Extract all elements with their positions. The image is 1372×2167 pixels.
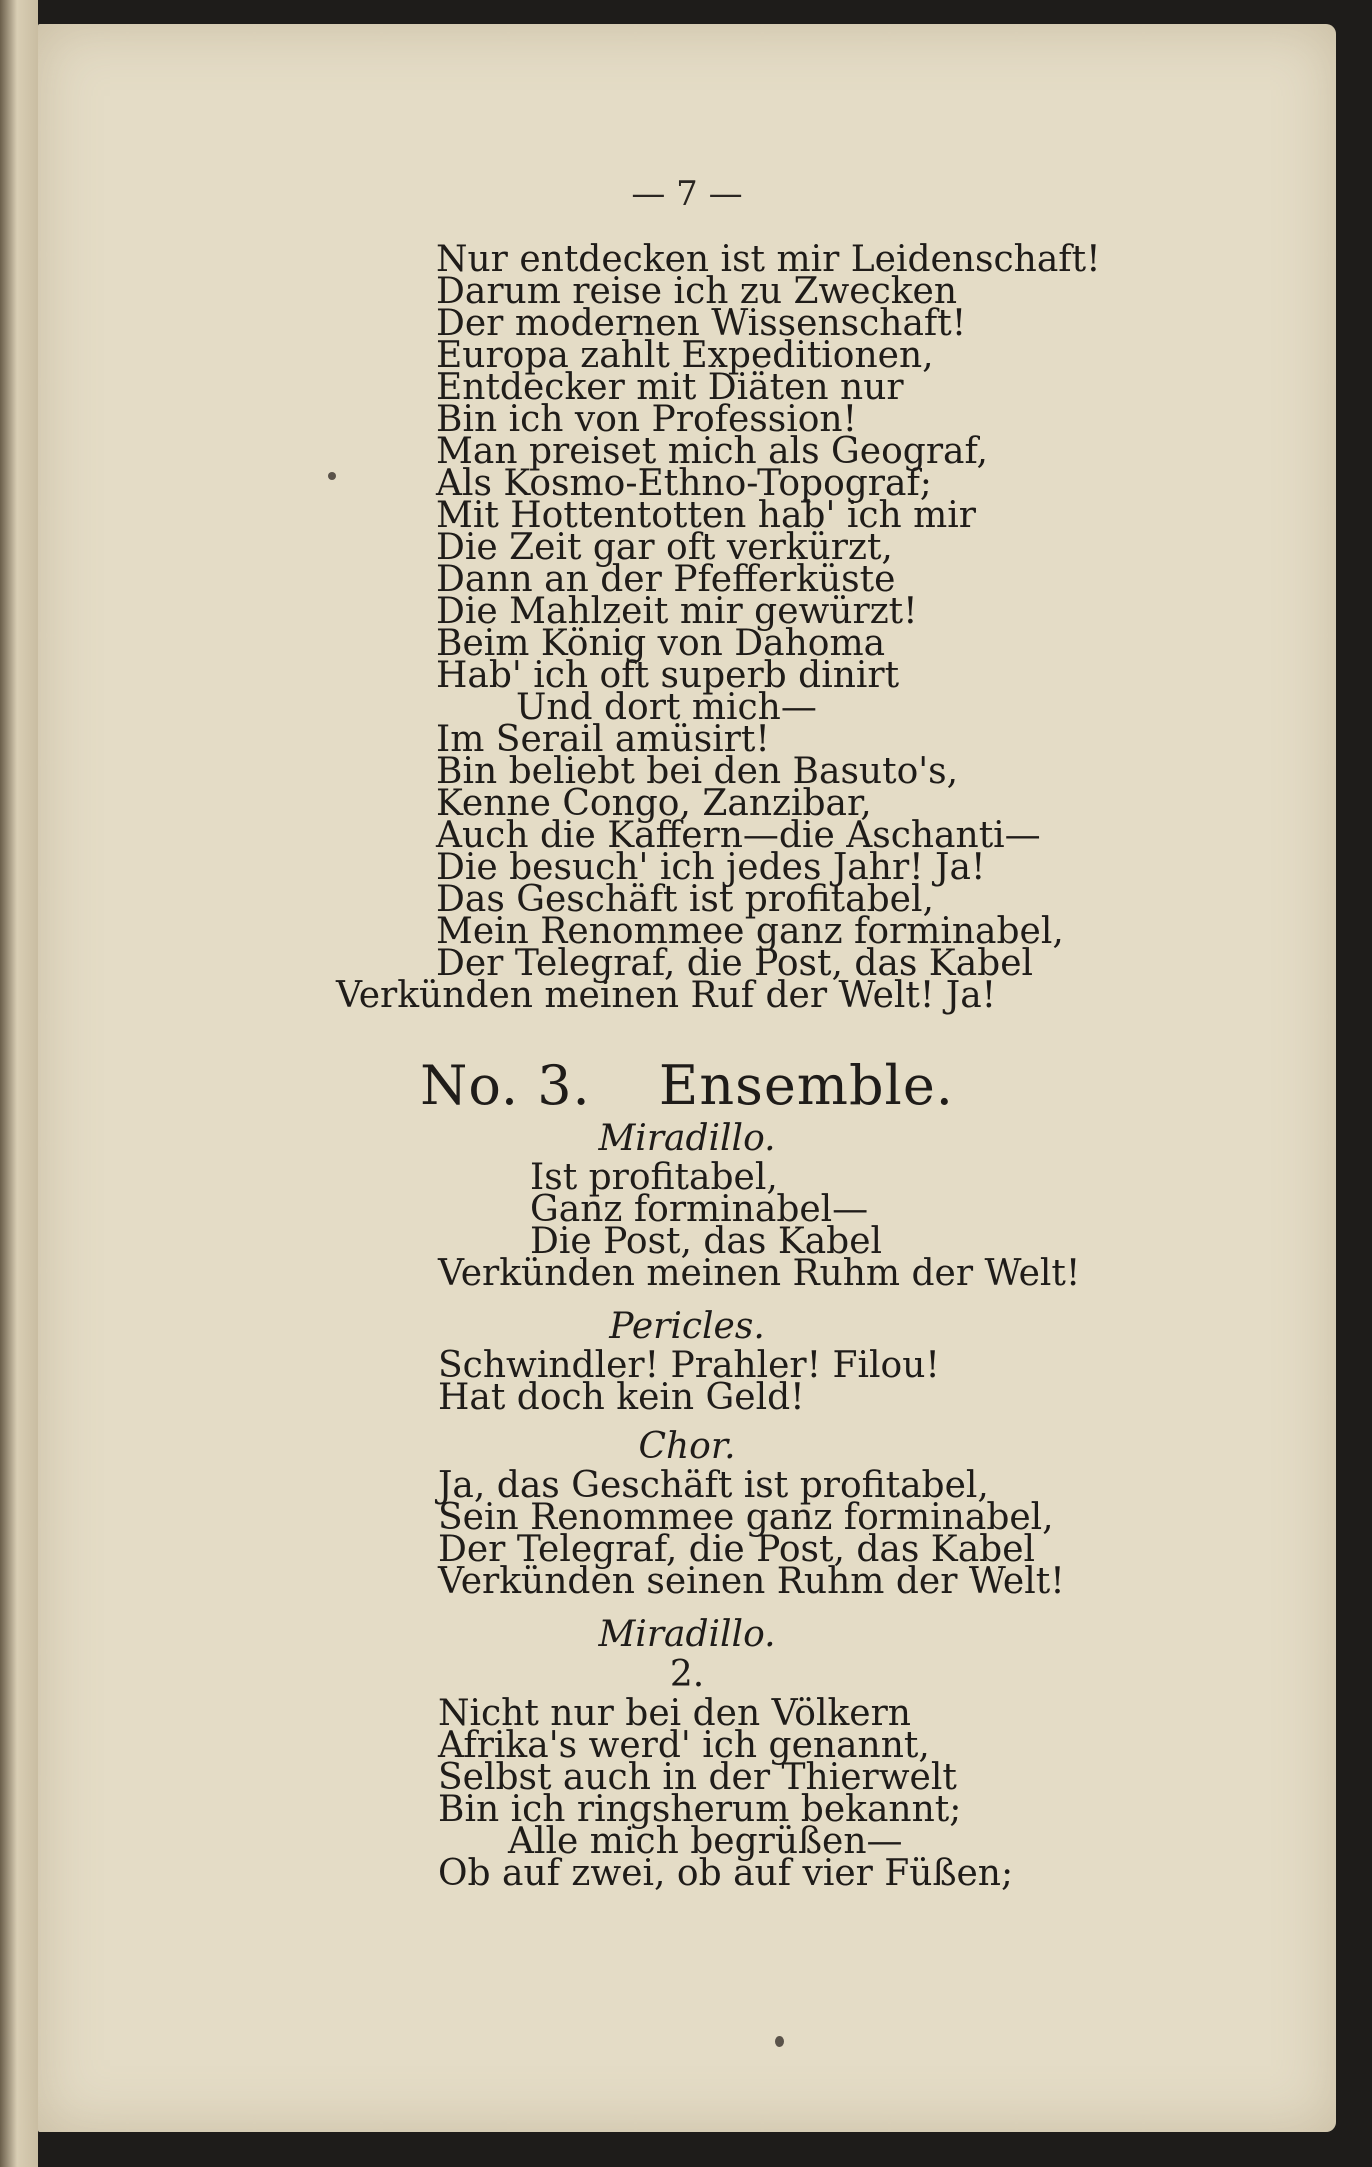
book-page: [38, 24, 1336, 2132]
verse-line: Der Telegraf, die Post, das Kabel: [438, 1529, 1036, 1570]
verse-line: Das Geschäft ist profitabel,: [436, 879, 934, 920]
verse-line: Europa zahlt Expeditionen,: [436, 335, 934, 376]
page-number: — 7 —: [631, 174, 743, 214]
verse-line: Bin ich von Profession!: [436, 399, 858, 440]
verse-line: Darum reise ich zu Zwecken: [436, 271, 958, 312]
verse-line: Mein Renommee ganz forminabel,: [436, 911, 1064, 952]
verse-line: Ja, das Geschäft ist profitabel,: [438, 1465, 989, 1506]
speaker-label: Pericles.: [609, 1306, 765, 1347]
facing-page-edge: [0, 0, 38, 2167]
verse-block-5: [438, 1693, 1014, 1894]
verse-line: Im Serail amüsirt!: [436, 719, 770, 760]
verse-line: Nicht nur bei den Völkern: [438, 1693, 911, 1734]
verse-block-1: [336, 239, 1101, 1016]
verse-line: Ist profitabel,: [530, 1157, 778, 1198]
verse-line: Die Mahlzeit mir gewürzt!: [436, 591, 918, 632]
verse-block-3: [438, 1345, 940, 1418]
verse-line: Der modernen Wissenschaft!: [436, 303, 967, 344]
verse-line: Sein Renommee ganz forminabel,: [438, 1497, 1054, 1538]
verse-line: Entdecker mit Diäten nur: [436, 367, 904, 408]
verse-line: Afrika's werd' ich genannt,: [438, 1725, 930, 1766]
verse-line: Mit Hottentotten hab' ich mir: [436, 495, 976, 536]
verse-block-4: [438, 1465, 1065, 1602]
verse-line: Verkünden seinen Ruhm der Welt!: [438, 1561, 1065, 1602]
ink-spot: [328, 472, 336, 480]
verse-line: Kenne Congo, Zanzibar,: [436, 783, 872, 824]
speaker-label: Chor.: [638, 1426, 736, 1467]
ink-spot: [775, 2036, 784, 2047]
section-heading: [38, 1054, 1336, 1117]
verse-line: Beim König von Dahoma: [436, 623, 886, 664]
verse-line: Alle mich begrüßen—: [508, 1821, 903, 1862]
verse-line: Bin beliebt bei den Basuto's,: [436, 751, 959, 792]
verse-line: Dann an der Pfefferküste: [436, 559, 896, 600]
section-number: No. 3.: [420, 1054, 591, 1117]
verse-line: Die Post, das Kabel: [530, 1221, 883, 1262]
verse-line: Verkünden meinen Ruf der Welt! Ja!: [336, 975, 997, 1016]
verse-line: Selbst auch in der Thierwelt: [438, 1757, 957, 1798]
verse-line: Bin ich ringsherum bekannt;: [438, 1789, 962, 1830]
verse-line: Schwindler! Prahler! Filou!: [438, 1345, 940, 1386]
verse-line: Man preiset mich als Geograf,: [436, 431, 988, 472]
stanza-number: 2.: [669, 1654, 705, 1695]
verse-line: Die Zeit gar oft verkürzt,: [436, 527, 893, 568]
verse-line: Hat doch kein Geld!: [438, 1377, 805, 1418]
verse-line: Hab' ich oft superb dinirt: [436, 655, 900, 696]
section-title: Ensemble.: [658, 1054, 954, 1117]
verse-line: Und dort mich—: [516, 687, 817, 728]
verse-line: Ganz forminabel—: [530, 1189, 869, 1230]
verse-block-2: [438, 1157, 1081, 1294]
verse-line: Die besuch' ich jedes Jahr! Ja!: [436, 847, 986, 888]
verse-line: Verkünden meinen Ruhm der Welt!: [438, 1253, 1081, 1294]
verse-line: Nur entdecken ist mir Leidenschaft!: [436, 239, 1101, 280]
verse-line: Der Telegraf, die Post, das Kabel: [436, 943, 1034, 984]
speaker-label: Miradillo.: [598, 1118, 776, 1159]
verse-line: Auch die Kaffern—die Aschanti—: [436, 815, 1041, 856]
speaker-label: Miradillo.: [598, 1614, 776, 1655]
verse-line: Ob auf zwei, ob auf vier Füßen;: [438, 1853, 1014, 1894]
verse-line: Als Kosmo-Ethno-Topograf;: [436, 463, 932, 504]
